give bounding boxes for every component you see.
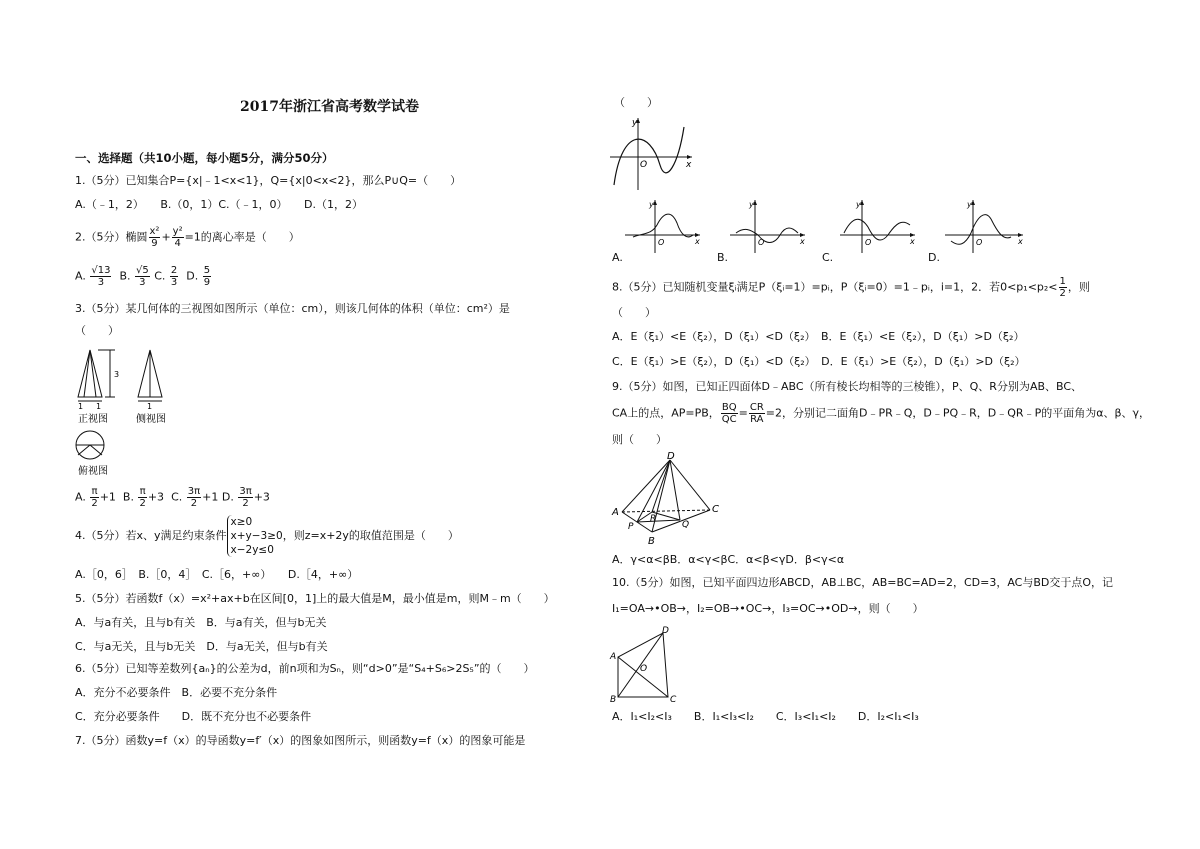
svg-text:C: C [712,504,719,515]
quadrilateral-figure [608,625,688,705]
q7-option-b: B. [717,251,729,264]
q3-stem: 3.（5分）某几何体的三视图如图所示（单位：cm），则该几何体的体积（单位：cm²）是 [75,302,510,315]
q2-frac-y: $\frac{\text{y²}}{4}$ [172,226,183,249]
q4-constraints: x≥0 x+y−3≥0 x−2y≤0 [227,515,283,557]
q7-option-d-graph [945,195,1035,255]
q7-paren: （ ） [614,96,658,109]
q5-stem: 5.（5分）若函数f（x）=x²+ax+b在区间[0，1]上的最大值是M，最小值是m，则M﹣m（ ） [75,592,555,605]
q4-options: A.［0，6］ B.［0，4］ C.［6，+∞） D.［4，+∞） [75,568,359,581]
q8-stem: 8.（5分）已知随机变量ξᵢ满足P（ξᵢ=1）=pᵢ，P（ξᵢ=0）=1﹣pᵢ，i=1，2．若0<p₁<p₂< $\frac{1}{2}$ ，则 [612,276,1090,299]
dim2-label: 1 [96,402,102,411]
svg-text:C: C [670,695,677,705]
q4-post: ，则z=x+2y的取值范围是（ ） [282,529,459,542]
q7-option-d: D. [928,251,940,264]
q7-option-b-graph [730,195,820,255]
page-title: 2017年浙江省高考数学试卷 [240,99,419,115]
svg-text:y: y [967,200,972,209]
q3-options: A. $\frac{\pi}{2}$ +1 B. $\frac{\pi}{2}$ +3 C. $\frac{3\pi}{2}$ +1 D. $\frac{3\pi}{2}$ +3 [75,486,270,509]
svg-text:x: x [910,237,915,246]
q7-option-c: C. [822,251,834,264]
q7-option-a: A. [612,251,623,264]
q7-stem: 7.（5分）函数y=f（x）的导函数y=f′（x）的图象如图所示，则函数y=f（x）的图象可能是 [75,734,526,747]
q2-pre: 2.（5分）椭圆 [75,230,148,244]
q9-stem-2: CA上的点，AP=PB， $\frac{BQ}{QC}$ = $\frac{CR}{RA}$ =2，分别记二面角D﹣PR﹣Q，D﹣PQ﹣R，D﹣QR﹣P的平面角为α、β、γ， [612,402,1150,425]
svg-text:x: x [686,160,692,170]
svg-text:P: P [628,522,634,532]
svg-text:O: O [758,238,765,247]
q10-stem-2: I₁=OA→•OB→，I₂=OB→•OC→，I₃=OC→•OD→，则（ ） [612,602,924,615]
front-view [78,350,102,401]
q5-options-1: A．与a有关，且与b有关 B．与a有关，但与b无关 [75,616,327,629]
q4-stem [75,515,459,557]
svg-text:D: D [667,451,675,462]
q2-plus: + [161,230,171,244]
svg-text:O: O [865,238,872,247]
q6-stem: 6.（5分）已知等差数列{aₙ}的公差为d，前n项和为Sₙ，则“d>0”是“S₄+S₆>2S₅”的（ ） [75,662,535,675]
svg-text:y: y [856,200,861,209]
svg-text:x: x [695,237,700,246]
svg-text:x: x [1018,237,1023,246]
svg-text:O: O [976,238,983,247]
q6-options-1: A．充分不必要条件 B．必要不充分条件 [75,686,278,699]
q5-options-2: C．与a无关，且与b无关 D．与a无关，但与b有关 [75,640,328,653]
svg-text:R: R [650,514,657,524]
height-label: 3 [114,370,120,379]
q2-options: A. $\frac{√13}{3}$ B. $\frac{√5}{3}$ C. $\frac{2}{3}$ D. $\frac{5}{9}$ [75,265,211,288]
q2-stem [75,226,300,249]
q10-options: A．I₁<I₂<I₃ B．I₁<I₃<I₂ C．I₃<I₁<I₂ D．I₂<I₁<I₃ [612,710,919,723]
svg-text:x: x [800,237,805,246]
q2-frac-x: $\frac{\text{x²}}{9}$ [149,226,160,249]
svg-text:B: B [648,536,655,547]
tetrahedron-figure [610,452,730,547]
q8-paren: （ ） [612,306,656,319]
svg-text:O: O [640,160,648,170]
q9-options: A．γ<α<βB．α<γ<βC．α<β<γD．β<γ<α [612,553,845,566]
front-view-label: 正视图 [78,414,108,425]
q8-options-2: C．E（ξ₁）>E（ξ₂），D（ξ₁）<D（ξ₂） D．E（ξ₁）>E（ξ₂），D（ξ₁）>D（ξ₂） [612,355,1026,368]
side-view [138,350,162,401]
svg-text:y: y [632,118,638,128]
q7-derivative-graph [610,115,700,195]
section-heading: 一、选择题（共10小题，每小题5分，满分50分） [75,151,334,165]
q7-option-c-graph [840,195,930,255]
q8-options-1: A．E（ξ₁）<E（ξ₂），D（ξ₁）<D（ξ₂） B．E（ξ₁）<E（ξ₂），D（ξ₁）>D（ξ₂） [612,330,1025,343]
three-view-figure [70,345,190,480]
q1-stem: 1.（5分）已知集合P={x|﹣1<x<1}，Q={x|0<x<2}，那么P∪Q=（ ） [75,174,462,187]
q9-stem-1: 9.（5分）如图，已知正四面体D﹣ABC（所有棱长均相等的三棱锥），P、Q、R分别为AB、BC、 [612,380,1083,393]
svg-text:y: y [749,200,754,209]
dim1-label: 1 [78,402,84,411]
svg-text:D: D [662,626,669,636]
q10-stem-1: 10.（5分）如图，已知平面四边形ABCD，AB⊥BC，AB=BC=AD=2，CD=3，AC与BD交于点O，记 [612,576,1114,589]
svg-text:O: O [658,238,665,247]
top-view [76,431,104,459]
q2-post: =1的离心率是（ ） [184,230,300,244]
svg-text:y: y [649,200,654,209]
side-view-label: 侧视图 [136,414,166,425]
q1-options: A.（﹣1，2） B.（0，1）C.（﹣1，0） D.（1，2） [75,198,364,211]
top-view-label: 俯视图 [78,466,108,477]
q4-pre: 4.（5分）若x、y满足约束条件 [75,529,227,542]
svg-text:A: A [612,507,619,518]
q9-stem-3: 则（ ） [612,433,667,446]
svg-text:O: O [640,664,648,674]
q6-options-2: C．充分必要条件 D．既不充分也不必要条件 [75,710,312,723]
q7-option-a-graph [625,195,715,255]
q3-paren: （ ） [75,324,119,337]
svg-text:Q: Q [682,520,690,530]
svg-text:A: A [610,652,617,662]
svg-text:B: B [610,695,617,705]
dim3-label: 1 [147,402,153,411]
